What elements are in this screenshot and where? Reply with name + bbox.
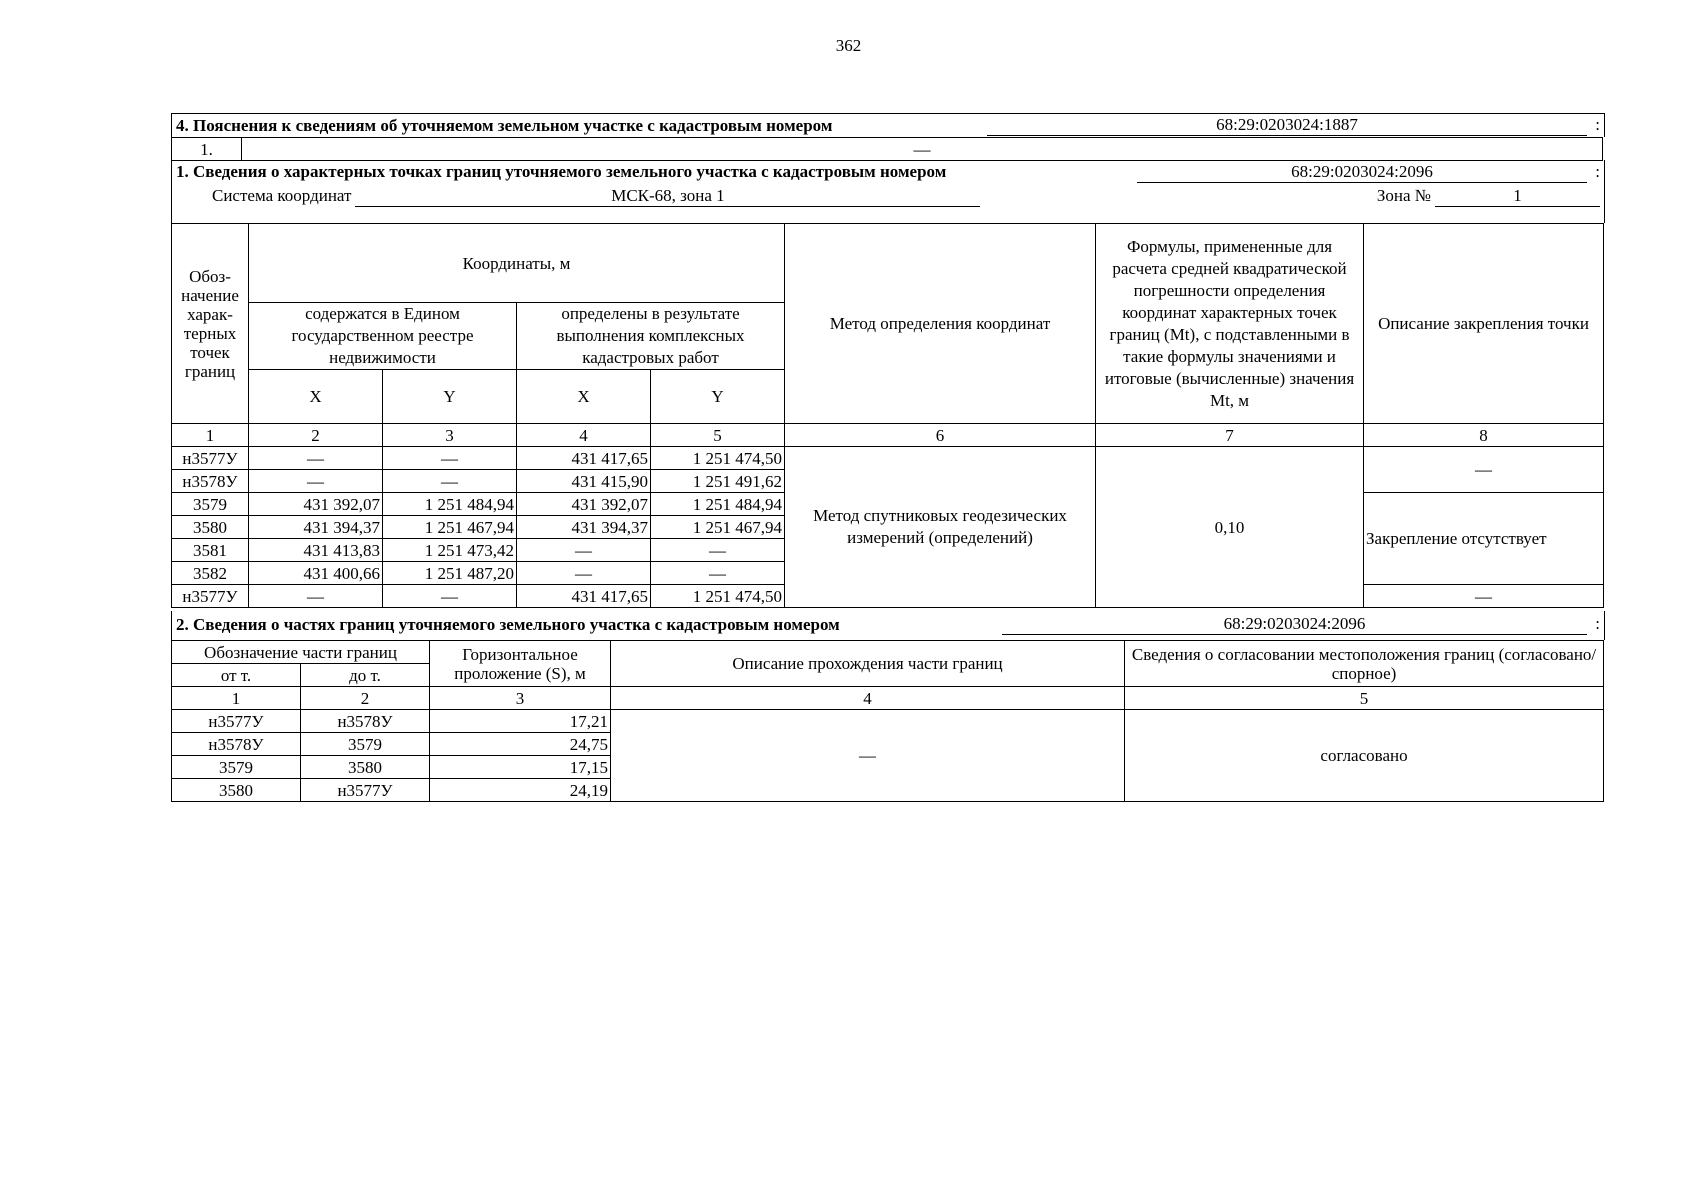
section-4-row-number: 1. (172, 138, 242, 161)
section-4-table (171, 137, 1603, 161)
header-from: от т. (172, 664, 301, 687)
coord-system-label: Система координат (212, 186, 352, 205)
kkr-y: 1 251 467,94 (651, 516, 785, 539)
section-2-title: 2. Сведения о частях границ уточняемого земельного участка с кадастровым номером (176, 614, 840, 634)
kkr-x: 431 417,65 (517, 447, 651, 470)
part-from: 3579 (172, 756, 301, 779)
egrn-y: 1 251 467,94 (383, 516, 517, 539)
fixing-top: — (1364, 447, 1604, 493)
section-1-title: 1. Сведения о характерных точках границ уточняемого земельного участка с кадастровым номером (176, 162, 947, 181)
egrn-x: 431 392,07 (249, 493, 383, 516)
col-number: 4 (517, 424, 651, 447)
part-length: 17,15 (430, 756, 611, 779)
egrn-y: 1 251 473,42 (383, 539, 517, 562)
egrn-x: 431 413,83 (249, 539, 383, 562)
zone-label: Зона № (1376, 186, 1431, 205)
egrn-y: — (383, 447, 517, 470)
header-fixing: Описание закрепления точки (1364, 224, 1604, 424)
point-name: 3579 (172, 493, 249, 516)
section-1-table (171, 223, 1603, 608)
header-to: до т. (301, 664, 430, 687)
section-1-cadastral: 68:29:0203024:2096 (1137, 162, 1587, 183)
egrn-y: 1 251 484,94 (383, 493, 517, 516)
col-number: 3 (383, 424, 517, 447)
coord-system-value: МСК-68, зона 1 (355, 186, 980, 207)
egrn-x: — (249, 585, 383, 608)
section-2-table (171, 640, 1603, 802)
kkr-y: 1 251 491,62 (651, 470, 785, 493)
header-length: Горизонтальное проложение (S), м (430, 641, 611, 687)
header-kkr: определены в результате выполнения комплексных кадастровых работ (517, 303, 785, 370)
col-number: 5 (651, 424, 785, 447)
col-number: 6 (785, 424, 1096, 447)
header-y2: Y (651, 370, 785, 424)
part-length: 24,19 (430, 779, 611, 802)
col-number: 4 (611, 687, 1125, 710)
part-to: 3580 (301, 756, 430, 779)
header-part: Обозначение части границ (172, 641, 430, 664)
point-name: 3581 (172, 539, 249, 562)
kkr-y: — (651, 562, 785, 585)
header-egrn: содержатся в Едином государственном реестре недвижимости (249, 303, 517, 370)
kkr-y: 1 251 474,50 (651, 585, 785, 608)
fixing-bottom: — (1364, 585, 1604, 608)
part-from: 3580 (172, 779, 301, 802)
header-coordinates: Координаты, м (249, 224, 785, 303)
header-y1: Y (383, 370, 517, 424)
header-designation: Обоз- начение харак- терных точек границ (172, 224, 249, 424)
kkr-y: — (651, 539, 785, 562)
egrn-x: 431 394,37 (249, 516, 383, 539)
colon: : (1595, 161, 1600, 181)
section-4-cadastral: 68:29:0203024:1887 (987, 115, 1587, 136)
mt-value: 0,10 (1096, 447, 1364, 608)
section-1-header (171, 160, 1605, 223)
egrn-y: — (383, 470, 517, 493)
zone-value: 1 (1435, 186, 1600, 207)
kkr-x: 431 417,65 (517, 585, 651, 608)
header-x2: X (517, 370, 651, 424)
col-number: 2 (249, 424, 383, 447)
col-number: 5 (1125, 687, 1604, 710)
col-number: 8 (1364, 424, 1604, 447)
fixing-middle: Закрепление отсутствует (1364, 493, 1604, 585)
part-to: 3579 (301, 733, 430, 756)
col-number: 7 (1096, 424, 1364, 447)
header-formulas: Формулы, примененные для расчета средней квадратической погрешности определения координат характерных точек границ (Mt), с подставленными в такие формулы значениями и итоговые (вычисленные) значения Mt, м (1096, 224, 1364, 424)
kkr-x: — (517, 539, 651, 562)
section-4 (171, 113, 1605, 137)
colon: : (1595, 614, 1600, 633)
part-to: н3577У (301, 779, 430, 802)
egrn-y: 1 251 487,20 (383, 562, 517, 585)
part-from: н3578У (172, 733, 301, 756)
section-4-title: 4. Пояснения к сведениям об уточняемом земельном участке с кадастровым номером (176, 115, 833, 135)
kkr-x: 431 394,37 (517, 516, 651, 539)
section-2-header (171, 611, 1605, 640)
point-name: н3577У (172, 585, 249, 608)
point-name: 3580 (172, 516, 249, 539)
colon: : (1595, 115, 1600, 134)
col-number: 1 (172, 424, 249, 447)
egrn-x: — (249, 447, 383, 470)
agreement-value: согласовано (1125, 710, 1604, 802)
method-value: Метод спутниковых геодезических измерений (определений) (785, 447, 1096, 608)
point-name: н3578У (172, 470, 249, 493)
part-to: н3578У (301, 710, 430, 733)
section-2-cadastral: 68:29:0203024:2096 (1002, 614, 1587, 635)
description-value: — (611, 710, 1125, 802)
part-from: н3577У (172, 710, 301, 733)
header-method: Метод определения координат (785, 224, 1096, 424)
kkr-y: 1 251 474,50 (651, 447, 785, 470)
egrn-y: — (383, 585, 517, 608)
col-number: 1 (172, 687, 301, 710)
part-length: 24,75 (430, 733, 611, 756)
kkr-y: 1 251 484,94 (651, 493, 785, 516)
point-name: 3582 (172, 562, 249, 585)
header-x1: X (249, 370, 383, 424)
point-name: н3577У (172, 447, 249, 470)
kkr-x: 431 392,07 (517, 493, 651, 516)
kkr-x: — (517, 562, 651, 585)
col-number: 2 (301, 687, 430, 710)
section-4-row-value: — (242, 138, 1603, 161)
egrn-x: 431 400,66 (249, 562, 383, 585)
egrn-x: — (249, 470, 383, 493)
col-number: 3 (430, 687, 611, 710)
kkr-x: 431 415,90 (517, 470, 651, 493)
part-length: 17,21 (430, 710, 611, 733)
page-number: 362 (835, 36, 862, 55)
header-agreement: Сведения о согласовании местоположения границ (согласовано/спорное) (1125, 641, 1604, 687)
header-description: Описание прохождения части границ (611, 641, 1125, 687)
